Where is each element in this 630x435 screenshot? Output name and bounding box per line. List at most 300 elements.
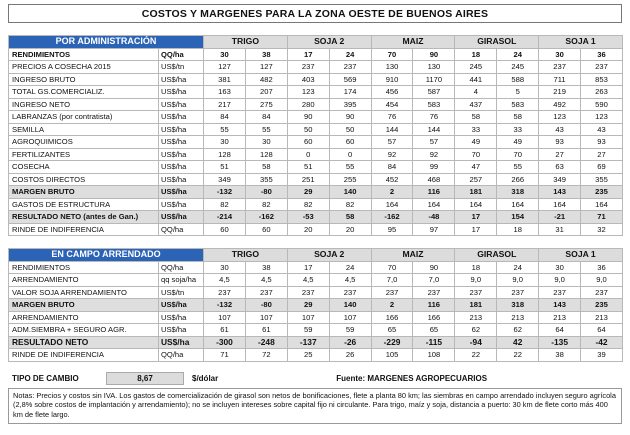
value-cell: 99 <box>413 161 455 174</box>
value-cell: 22 <box>497 349 539 362</box>
value-cell: 2 <box>371 299 413 312</box>
exchange-rate-label: TIPO DE CAMBIO <box>12 373 79 383</box>
value-cell: 84 <box>204 111 246 124</box>
value-cell: 123 <box>581 111 623 124</box>
value-cell: 43 <box>581 123 623 136</box>
table-row <box>9 148 623 161</box>
value-cell: 116 <box>413 299 455 312</box>
value-cell: -48 <box>413 211 455 224</box>
row-unit: QQ/ha <box>159 349 204 362</box>
row-label: RESULTADO NETO (antes de Gan.) <box>9 211 159 224</box>
value-cell: 76 <box>413 111 455 124</box>
value-cell: 32 <box>581 223 623 236</box>
value-cell: 31 <box>539 223 581 236</box>
value-cell: 237 <box>413 286 455 299</box>
value-cell: 90 <box>413 48 455 61</box>
row-unit: US$/ha <box>159 336 204 349</box>
table-row <box>9 98 623 111</box>
table-row <box>9 123 623 136</box>
value-cell: 164 <box>455 198 497 211</box>
row-unit: US$/ha <box>159 186 204 199</box>
value-cell: 143 <box>539 186 581 199</box>
value-cell: 76 <box>371 111 413 124</box>
table-row <box>9 311 623 324</box>
value-cell: 207 <box>245 86 287 99</box>
value-cell: 166 <box>413 311 455 324</box>
crop-header-trigo: TRIGO <box>204 249 288 262</box>
value-cell: 154 <box>497 211 539 224</box>
value-cell: 17 <box>455 211 497 224</box>
value-cell: 492 <box>539 98 581 111</box>
value-cell: 55 <box>245 123 287 136</box>
row-unit: US$/ha <box>159 211 204 224</box>
value-cell: 381 <box>204 73 246 86</box>
value-cell: 27 <box>539 148 581 161</box>
crop-header-maiz: MAIZ <box>371 36 455 49</box>
value-cell: 65 <box>371 324 413 337</box>
value-cell: 163 <box>204 86 246 99</box>
value-cell: 9,0 <box>497 274 539 287</box>
row-unit: US$/ha <box>159 324 204 337</box>
row-unit: US$/ha <box>159 98 204 111</box>
value-cell: 38 <box>539 349 581 362</box>
value-cell: 49 <box>455 136 497 149</box>
value-cell: 588 <box>497 73 539 86</box>
value-cell: -300 <box>204 336 246 349</box>
row-label: INGRESO NETO <box>9 98 159 111</box>
row-label: RINDE DE INDIFERENCIA <box>9 223 159 236</box>
value-cell: 72 <box>245 349 287 362</box>
value-cell: 17 <box>287 48 329 61</box>
admin-table-body <box>9 48 623 236</box>
row-unit: US$/ha <box>159 123 204 136</box>
value-cell: -115 <box>413 336 455 349</box>
value-cell: 164 <box>497 198 539 211</box>
row-unit: US$/ha <box>159 299 204 312</box>
value-cell: 5 <box>497 86 539 99</box>
value-cell: 237 <box>287 286 329 299</box>
value-cell: 22 <box>455 349 497 362</box>
value-cell: 454 <box>371 98 413 111</box>
value-cell: 92 <box>413 148 455 161</box>
value-cell: 51 <box>204 161 246 174</box>
value-cell: 318 <box>497 299 539 312</box>
value-cell: 127 <box>245 61 287 74</box>
value-cell: 144 <box>371 123 413 136</box>
table-row <box>9 286 623 299</box>
value-cell: 349 <box>204 173 246 186</box>
value-cell: 51 <box>287 161 329 174</box>
crop-header-girasol: GIRASOL <box>455 36 539 49</box>
value-cell: 711 <box>539 73 581 86</box>
value-cell: 108 <box>413 349 455 362</box>
value-cell: 4,5 <box>329 274 371 287</box>
value-cell: 90 <box>413 261 455 274</box>
value-cell: -248 <box>245 336 287 349</box>
value-cell: 130 <box>371 61 413 74</box>
value-cell: 82 <box>245 198 287 211</box>
value-cell: 50 <box>287 123 329 136</box>
value-cell: 33 <box>497 123 539 136</box>
value-cell: 181 <box>455 186 497 199</box>
row-unit: US$/ha <box>159 173 204 186</box>
value-cell: 92 <box>371 148 413 161</box>
value-cell: 62 <box>497 324 539 337</box>
value-cell: 4,5 <box>287 274 329 287</box>
value-cell: 107 <box>204 311 246 324</box>
value-cell: 164 <box>371 198 413 211</box>
value-cell: 143 <box>539 299 581 312</box>
value-cell: 50 <box>329 123 371 136</box>
value-cell: 128 <box>245 148 287 161</box>
value-cell: 82 <box>329 198 371 211</box>
value-cell: 55 <box>204 123 246 136</box>
value-cell: 47 <box>455 161 497 174</box>
table-row <box>9 198 623 211</box>
value-cell: 30 <box>204 261 246 274</box>
value-cell: 61 <box>204 324 246 337</box>
value-cell: 235 <box>581 299 623 312</box>
value-cell: 275 <box>245 98 287 111</box>
row-unit: US$/ha <box>159 136 204 149</box>
value-cell: -26 <box>329 336 371 349</box>
row-label: ARRENDAMIENTO <box>9 274 159 287</box>
value-cell: 58 <box>455 111 497 124</box>
exchange-rate-value: 8,67 <box>106 372 184 385</box>
value-cell: 107 <box>287 311 329 324</box>
value-cell: 164 <box>581 198 623 211</box>
value-cell: 93 <box>539 136 581 149</box>
row-unit: US$/tn <box>159 61 204 74</box>
table-row <box>9 336 623 349</box>
value-cell: 910 <box>371 73 413 86</box>
value-cell: 90 <box>287 111 329 124</box>
row-label: SEMILLA <box>9 123 159 136</box>
value-cell: -94 <box>455 336 497 349</box>
value-cell: 9,0 <box>581 274 623 287</box>
value-cell: 164 <box>539 198 581 211</box>
row-label: LABRANZAS (por contratista) <box>9 111 159 124</box>
value-cell: -42 <box>581 336 623 349</box>
value-cell: 17 <box>287 261 329 274</box>
row-unit: QQ/ha <box>159 261 204 274</box>
crop-header-maiz: MAIZ <box>371 249 455 262</box>
value-cell: 7,0 <box>413 274 455 287</box>
value-cell: 69 <box>581 161 623 174</box>
value-cell: 30 <box>539 261 581 274</box>
row-label: COSTOS DIRECTOS <box>9 173 159 186</box>
table-row <box>9 61 623 74</box>
crop-header-soja2: SOJA 2 <box>287 36 371 49</box>
value-cell: 583 <box>413 98 455 111</box>
value-cell: -137 <box>287 336 329 349</box>
value-cell: 18 <box>455 48 497 61</box>
value-cell: 237 <box>581 286 623 299</box>
row-label: RENDIMIENTOS <box>9 261 159 274</box>
value-cell: 280 <box>287 98 329 111</box>
value-cell: 71 <box>204 349 246 362</box>
row-unit: US$/ha <box>159 161 204 174</box>
exchange-rate-unit: $/dólar <box>192 373 219 383</box>
value-cell: 18 <box>497 223 539 236</box>
value-cell: 59 <box>287 324 329 337</box>
source-credit: Fuente: MARGENES AGROPECUARIOS <box>336 373 488 383</box>
value-cell: 123 <box>287 86 329 99</box>
value-cell: 2 <box>371 186 413 199</box>
value-cell: 219 <box>539 86 581 99</box>
value-cell: 9,0 <box>455 274 497 287</box>
value-cell: 213 <box>455 311 497 324</box>
value-cell: 140 <box>329 186 371 199</box>
value-cell: 70 <box>497 148 539 161</box>
value-cell: 355 <box>581 173 623 186</box>
value-cell: 9,0 <box>539 274 581 287</box>
value-cell: 26 <box>329 349 371 362</box>
value-cell: 64 <box>581 324 623 337</box>
table-row <box>9 223 623 236</box>
value-cell: 107 <box>329 311 371 324</box>
value-cell: 217 <box>204 98 246 111</box>
row-unit: US$/ha <box>159 111 204 124</box>
value-cell: 58 <box>245 161 287 174</box>
value-cell: 128 <box>204 148 246 161</box>
value-cell: 213 <box>539 311 581 324</box>
value-cell: 1170 <box>413 73 455 86</box>
value-cell: 70 <box>371 48 413 61</box>
value-cell: 237 <box>455 286 497 299</box>
value-cell: 30 <box>245 136 287 149</box>
value-cell: 237 <box>497 286 539 299</box>
value-cell: 456 <box>371 86 413 99</box>
value-cell: 105 <box>371 349 413 362</box>
value-cell: 17 <box>455 223 497 236</box>
table-row <box>9 299 623 312</box>
value-cell: 452 <box>371 173 413 186</box>
table-row <box>9 186 623 199</box>
value-cell: 38 <box>245 261 287 274</box>
value-cell: 63 <box>539 161 581 174</box>
crop-header-soja1: SOJA 1 <box>539 249 623 262</box>
value-cell: 24 <box>329 261 371 274</box>
value-cell: -132 <box>204 186 246 199</box>
value-cell: 468 <box>413 173 455 186</box>
value-cell: 255 <box>329 173 371 186</box>
value-cell: 127 <box>204 61 246 74</box>
value-cell: 237 <box>371 286 413 299</box>
row-label: MARGEN BRUTO <box>9 186 159 199</box>
value-cell: 39 <box>581 349 623 362</box>
row-label: MARGEN BRUTO <box>9 299 159 312</box>
value-cell: -80 <box>245 299 287 312</box>
row-unit: QQ/ha <box>159 223 204 236</box>
value-cell: 43 <box>539 123 581 136</box>
row-label: PRECIOS A COSECHA 2015 <box>9 61 159 74</box>
value-cell: 237 <box>539 61 581 74</box>
value-cell: 245 <box>455 61 497 74</box>
value-cell: 140 <box>329 299 371 312</box>
value-cell: 266 <box>497 173 539 186</box>
value-cell: 164 <box>413 198 455 211</box>
row-unit: US$/tn <box>159 286 204 299</box>
value-cell: 97 <box>413 223 455 236</box>
table-row <box>9 111 623 124</box>
value-cell: 36 <box>581 261 623 274</box>
value-cell: 84 <box>245 111 287 124</box>
value-cell: 58 <box>329 211 371 224</box>
table-row <box>9 349 623 362</box>
value-cell: 130 <box>413 61 455 74</box>
rent-table-body <box>9 261 623 361</box>
value-cell: 30 <box>204 136 246 149</box>
value-cell: 355 <box>245 173 287 186</box>
value-cell: 38 <box>245 48 287 61</box>
value-cell: 60 <box>204 223 246 236</box>
table-row <box>9 161 623 174</box>
value-cell: 25 <box>287 349 329 362</box>
value-cell: 71 <box>581 211 623 224</box>
value-cell: 123 <box>539 111 581 124</box>
row-label: INGRESO BRUTO <box>9 73 159 86</box>
value-cell: 58 <box>497 111 539 124</box>
value-cell: -80 <box>245 186 287 199</box>
value-cell: 237 <box>581 61 623 74</box>
value-cell: 70 <box>371 261 413 274</box>
row-label: VALOR SOJA ARRENDAMIENTO <box>9 286 159 299</box>
value-cell: 90 <box>329 111 371 124</box>
value-cell: 29 <box>287 186 329 199</box>
table-row <box>9 211 623 224</box>
value-cell: 213 <box>581 311 623 324</box>
value-cell: 55 <box>497 161 539 174</box>
value-cell: 24 <box>329 48 371 61</box>
value-cell: 441 <box>455 73 497 86</box>
value-cell: 57 <box>371 136 413 149</box>
row-unit: qq soja/ha <box>159 274 204 287</box>
value-cell: 107 <box>245 311 287 324</box>
value-cell: 245 <box>497 61 539 74</box>
value-cell: 4,5 <box>245 274 287 287</box>
value-cell: 24 <box>497 261 539 274</box>
value-cell: 62 <box>455 324 497 337</box>
value-cell: 181 <box>455 299 497 312</box>
value-cell: 0 <box>287 148 329 161</box>
value-cell: -21 <box>539 211 581 224</box>
value-cell: 30 <box>204 48 246 61</box>
row-label: ADM.SIEMBRA + SEGURO AGR. <box>9 324 159 337</box>
row-unit: QQ/ha <box>159 48 204 61</box>
crop-header-soja2: SOJA 2 <box>287 249 371 262</box>
value-cell: 257 <box>455 173 497 186</box>
value-cell: 144 <box>413 123 455 136</box>
value-cell: 590 <box>581 98 623 111</box>
row-label: RENDIMIENTOS <box>9 48 159 61</box>
value-cell: 237 <box>245 286 287 299</box>
value-cell: 59 <box>329 324 371 337</box>
page-title: COSTOS Y MARGENES PARA LA ZONA OESTE DE BUENOS AIRES <box>8 4 622 23</box>
value-cell: 569 <box>329 73 371 86</box>
admin-table <box>8 35 623 236</box>
value-cell: -162 <box>245 211 287 224</box>
value-cell: 482 <box>245 73 287 86</box>
row-label: ARRENDAMIENTO <box>9 311 159 324</box>
row-label: GASTOS DE ESTRUCTURA <box>9 198 159 211</box>
value-cell: 61 <box>245 324 287 337</box>
row-unit: US$/ha <box>159 198 204 211</box>
table-row <box>9 173 623 186</box>
value-cell: -162 <box>371 211 413 224</box>
table-row <box>9 136 623 149</box>
value-cell: 55 <box>329 161 371 174</box>
value-cell: 583 <box>497 98 539 111</box>
row-unit: US$/ha <box>159 311 204 324</box>
value-cell: 318 <box>497 186 539 199</box>
value-cell: 20 <box>329 223 371 236</box>
value-cell: 403 <box>287 73 329 86</box>
value-cell: 263 <box>581 86 623 99</box>
value-cell: -229 <box>371 336 413 349</box>
rent-table <box>8 248 623 362</box>
value-cell: 237 <box>329 61 371 74</box>
admin-section-title: POR ADMINISTRACIÓN <box>9 36 204 49</box>
value-cell: 235 <box>581 186 623 199</box>
value-cell: 84 <box>371 161 413 174</box>
value-cell: 27 <box>581 148 623 161</box>
value-cell: 166 <box>371 311 413 324</box>
value-cell: 49 <box>497 136 539 149</box>
value-cell: 24 <box>497 48 539 61</box>
table-row <box>9 274 623 287</box>
crop-header-trigo: TRIGO <box>204 36 288 49</box>
value-cell: -135 <box>539 336 581 349</box>
value-cell: 42 <box>497 336 539 349</box>
value-cell: 60 <box>329 136 371 149</box>
value-cell: 237 <box>287 61 329 74</box>
row-label: AGROQUIMICOS <box>9 136 159 149</box>
value-cell: -53 <box>287 211 329 224</box>
table-row <box>9 73 623 86</box>
value-cell: 395 <box>329 98 371 111</box>
value-cell: 82 <box>204 198 246 211</box>
value-cell: 64 <box>539 324 581 337</box>
row-unit: US$/ha <box>159 148 204 161</box>
value-cell: 213 <box>497 311 539 324</box>
value-cell: 60 <box>245 223 287 236</box>
value-cell: 57 <box>413 136 455 149</box>
value-cell: 853 <box>581 73 623 86</box>
rent-section-title: EN CAMPO ARRENDADO <box>9 249 204 262</box>
value-cell: 93 <box>581 136 623 149</box>
value-cell: -214 <box>204 211 246 224</box>
notes: Notas: Precios y costos sin IVA. Los gastos de comercialización de girasol son netos de bonificaciones, flete a planta 80 km; las siembras en campo arrendado incluyen seguro agrícola (2,8% sobre costos de implantación y arrendamiento); no se incluyen intereses sobre capital fijo ni circulante. Para trigo, maíz y soja, distancia a puerto: 30 km de flete corto más 400 km de flete largo. <box>8 388 622 424</box>
value-cell: 30 <box>539 48 581 61</box>
table-row <box>9 324 623 337</box>
value-cell: 587 <box>413 86 455 99</box>
row-label: RINDE DE INDIFERENCIA <box>9 349 159 362</box>
value-cell: 251 <box>287 173 329 186</box>
crop-header-girasol: GIRASOL <box>455 249 539 262</box>
value-cell: 95 <box>371 223 413 236</box>
footer-row <box>8 372 622 385</box>
value-cell: 7,0 <box>371 274 413 287</box>
value-cell: 65 <box>413 324 455 337</box>
value-cell: 70 <box>455 148 497 161</box>
value-cell: -132 <box>204 299 246 312</box>
table-row <box>9 48 623 61</box>
value-cell: 116 <box>413 186 455 199</box>
value-cell: 60 <box>287 136 329 149</box>
value-cell: 20 <box>287 223 329 236</box>
value-cell: 18 <box>455 261 497 274</box>
